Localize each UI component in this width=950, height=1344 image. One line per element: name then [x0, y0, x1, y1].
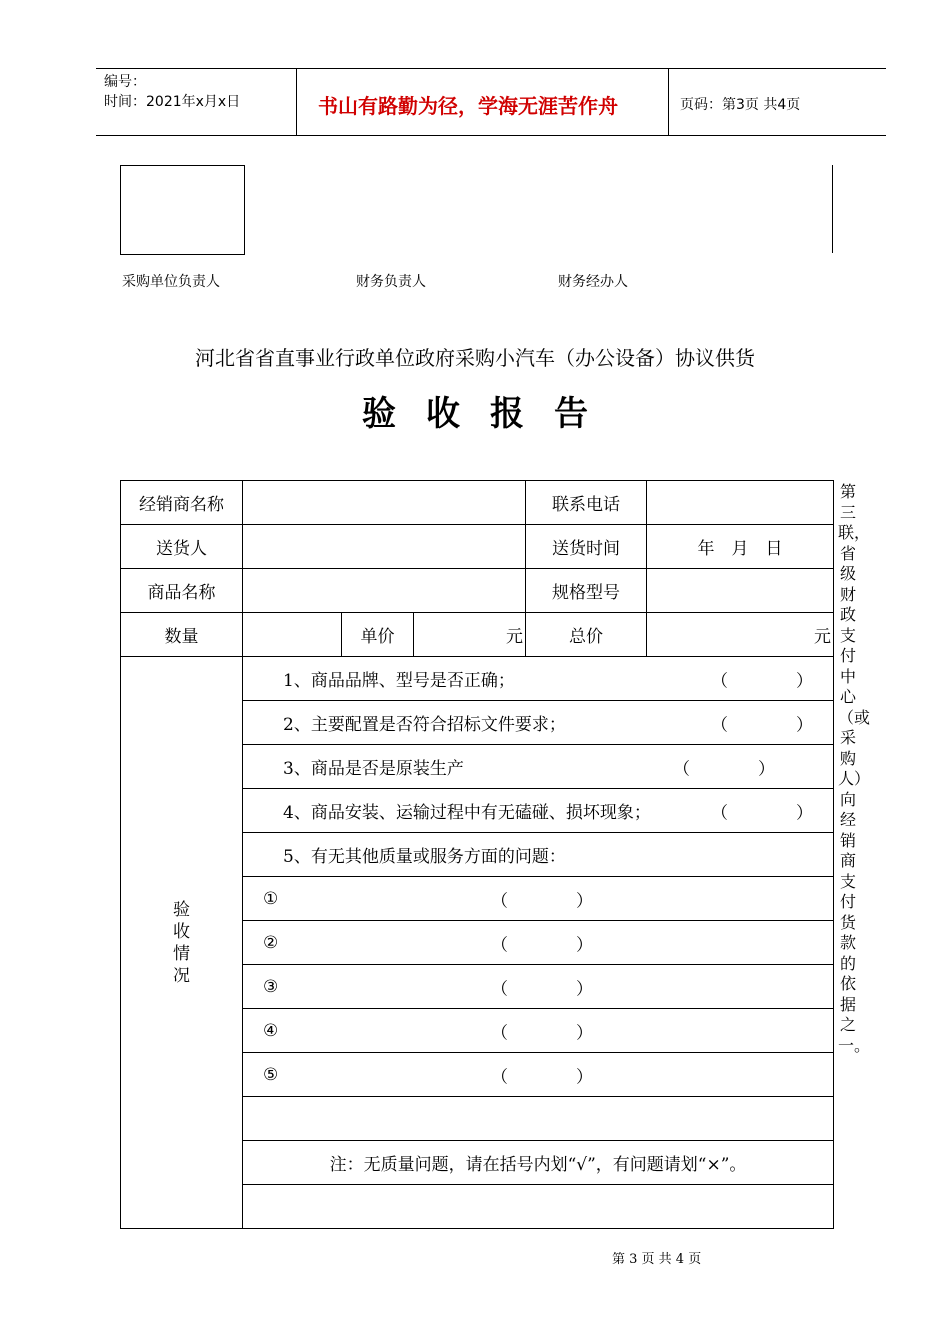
header-divider-1 [296, 68, 297, 135]
document-title: 验收报告 [362, 394, 618, 434]
deliverer-field[interactable] [243, 525, 526, 569]
issue-row-1[interactable] [243, 877, 834, 921]
spec-label: 规格型号 [526, 569, 647, 613]
quantity-field[interactable] [243, 613, 342, 657]
check-item-text: 4、商品安装、运输过程中有无磕碰、损坏现象； [283, 803, 651, 823]
deliverer-label: 送货人 [121, 525, 243, 569]
purchaser-signature-label: 采购单位负责人 [122, 274, 220, 290]
header-top-line [96, 68, 886, 69]
check-item-text: 2、主要配置是否符合招标文件要求； [283, 715, 566, 735]
issue-number: ② [263, 932, 279, 953]
dealer-field[interactable] [243, 481, 526, 525]
check-item-text: 1、商品品牌、型号是否正确； [283, 671, 515, 691]
header-page: 页码：第3页 共4页 [680, 97, 801, 113]
delivery-time-field[interactable]: 年 月 日 [647, 525, 834, 569]
page-footer: 第 3 页 共 4 页 [612, 1252, 702, 1267]
check-item-text: 5、有无其他质量或服务方面的问题： [283, 847, 566, 867]
document-subtitle: 河北省省直事业行政单位政府采购小汽车（办公设备）协议供货 [195, 346, 755, 370]
product-label: 商品名称 [121, 569, 243, 613]
check-item-text: 3、商品是否是原装生产 [283, 759, 464, 779]
check-parens[interactable]: （ ） [711, 803, 813, 823]
issue-row-2[interactable] [243, 921, 834, 965]
issue-number: ⑤ [263, 1064, 279, 1085]
inspection-label: 验收情况 [173, 899, 190, 986]
blank-row[interactable] [243, 1185, 834, 1229]
product-field[interactable] [243, 569, 526, 613]
table-row [121, 481, 834, 525]
spec-field[interactable] [647, 569, 834, 613]
quantity-label: 数量 [121, 613, 243, 657]
issue-row-4[interactable] [243, 1009, 834, 1053]
inspection-label-cell [121, 657, 243, 1229]
total-label: 总价 [526, 613, 647, 657]
issue-parens[interactable]: （ ） [491, 979, 593, 999]
phone-field[interactable] [647, 481, 834, 525]
table-row [121, 657, 834, 701]
finance-head-signature-label: 财务负责人 [356, 274, 426, 290]
check-item-4[interactable] [243, 789, 834, 833]
delivery-time-label: 送货时间 [526, 525, 647, 569]
issue-number: ① [263, 888, 279, 909]
check-item-3[interactable] [243, 745, 834, 789]
header-time: 时间：2021年x月x日 [104, 94, 241, 110]
issue-row-5[interactable] [243, 1053, 834, 1097]
table-row [121, 525, 834, 569]
header-divider-2 [668, 68, 669, 135]
side-note: 第三联，省级财政支付中心（或采购人）向经销商支付货款的依据之一。 [838, 482, 871, 1055]
unit-price-label: 单价 [342, 613, 414, 657]
issue-number: ④ [263, 1020, 279, 1041]
issue-parens[interactable]: （ ） [491, 935, 593, 955]
check-item-2[interactable] [243, 701, 834, 745]
note-row: 注：无质量问题，请在括号内划“√”，有问题请划“×”。 [243, 1141, 834, 1185]
table-row [121, 613, 834, 657]
unit-price-field[interactable]: 元 [414, 613, 526, 657]
finance-clerk-signature-label: 财务经办人 [558, 274, 628, 290]
header-motto: 书山有路勤为径，学海无涯苦作舟 [318, 94, 618, 118]
check-parens[interactable]: （ ） [711, 671, 813, 691]
check-parens[interactable]: （ ） [673, 759, 775, 779]
check-item-1[interactable] [243, 657, 834, 701]
signature-right-line [832, 165, 833, 253]
issue-parens[interactable]: （ ） [491, 1067, 593, 1087]
dealer-label: 经销商名称 [121, 481, 243, 525]
header-number: 编号： [104, 74, 146, 90]
stamp-box [120, 165, 245, 255]
phone-label: 联系电话 [526, 481, 647, 525]
header-bottom-line [96, 135, 886, 136]
check-item-5 [243, 833, 834, 877]
issue-parens[interactable]: （ ） [491, 1023, 593, 1043]
issue-number: ③ [263, 976, 279, 997]
issue-row-3[interactable] [243, 965, 834, 1009]
table-row [121, 569, 834, 613]
total-field[interactable]: 元 [647, 613, 834, 657]
check-parens[interactable]: （ ） [711, 715, 813, 735]
inspection-form [120, 480, 834, 1229]
issue-parens[interactable]: （ ） [491, 891, 593, 911]
blank-row[interactable] [243, 1097, 834, 1141]
